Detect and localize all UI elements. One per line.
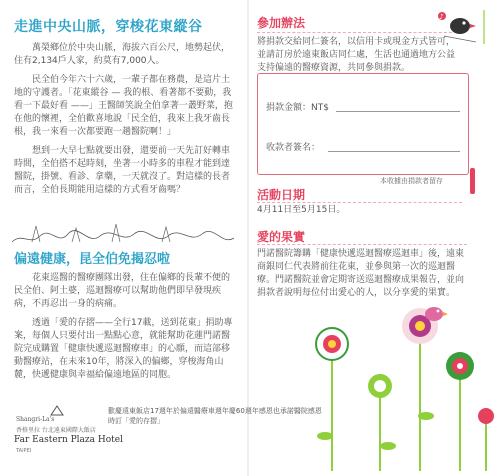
bottom-note: 歡慶遠東飯店17週年於偏遠醫療車週年慶60週年感恩也承諾醫院感恩時訂「愛的存摺」 — [108, 407, 322, 425]
donation-form — [257, 73, 469, 175]
form-note: 本收據由捐款者留存 — [380, 177, 443, 185]
pink-accent-bar — [470, 168, 475, 194]
health-heading: 偏遠健康，昆全伯免揭忍啦 — [14, 252, 171, 267]
hotel-logo — [14, 404, 123, 456]
date-heading: 活動日期 — [257, 188, 306, 202]
left-paragraph-2: 民全伯今年六十六歲，一輩子都在務農，是這片土地的守護者。「花東縱谷 — 我的根、看著都不要動，我看一下最好看 ——」王醫師笑說全伯拿著一叢野菜，抱在他的懷裡，全伯歡喜地說「民全伯，我來上我牙齒長根，我一來看一次都要跑一趟醫院啊！」 — [14, 75, 233, 137]
results-heading: 愛的果實 — [257, 230, 306, 244]
shangrila-mark-icon — [50, 404, 64, 416]
left-column-lower — [14, 272, 236, 388]
flowers-illustration — [300, 296, 500, 471]
signer-signature-line[interactable] — [328, 151, 460, 152]
fold-line — [247, 0, 249, 476]
results-text: 門諾醫院籌購「健康快遞巡迴醫療巡迴車」後，遠東商銀同仁代表將前往花東，並參與第一次的巡迴醫療。門諾醫院並會定期寄送巡迴醫療成果報告，並向捐款者說明每位付出愛心的人，以分享愛的果實。 — [257, 249, 465, 298]
join-heading: 參加辦法 — [257, 16, 306, 30]
date-text: 4月11日至5月15日。 — [257, 205, 346, 215]
bird-icon — [436, 6, 496, 46]
date-divider — [257, 202, 462, 203]
left-paragraph-1: 萬榮鄉位於中央山脈，海拔六百公尺，地勢起伏，住有2,134戶人家，約莫有7,000人。 — [14, 43, 231, 66]
left-paragraph-5: 透過「愛的存摺——全行17載，送到花東」捐助專案，每個人只要付出一點點心意，就能幫助花蓮門諾醫院完成購置「健康快遞巡迴醫療車」的心願，而這部移動醫療站，在未來10年，將深入的偏鄉，穿梭海角山麓，快遞健康與幸福給偏遠地區的同胞。 — [14, 318, 233, 380]
left-paragraph-4: 花東巡醫的醫療團隊出發，住在偏鄉的長輩不便的民全伯、阿土婆，巡迴醫療可以幫助他們即早發現疾病，不再忍出一身的病痛。 — [14, 273, 231, 309]
logo-english-name: Far Eastern Plaza Hotel — [14, 435, 123, 445]
signer-label: 收款者簽名： — [266, 143, 321, 153]
join-text: 將捐款交給同仁簽名，以信用卡或現金方式皆可，並請訂房於遠東飯店同仁處，生活也通過地方公益支持偏遠的醫療資源，共同參與捐款。 — [257, 37, 456, 73]
left-column — [14, 6, 236, 203]
left-paragraph-3: 想到一大早七點就要出發，還要前一天先訂好轉車時間，全伯搭不起時刻，坐著一小時多的車程才能到達醫院，掛號、看診、拿藥，一天就沒了。對這樣的長者而言，全伯長期能用這樣的方式看牙齒嗎？ — [14, 146, 231, 195]
donation-amount-line[interactable] — [336, 111, 460, 112]
svg-text:♪: ♪ — [439, 13, 444, 21]
left-heading: 走進中央山脈，穿梭花東縱谷 — [14, 19, 203, 35]
donation-amount-label: 捐款金額：NT$ — [266, 103, 329, 113]
logo-city: TAIPEI — [16, 448, 32, 454]
grass-sketch-illustration — [12, 218, 234, 246]
join-divider — [257, 32, 462, 33]
results-divider — [257, 244, 467, 245]
logo-brand: Shangri-La's — [16, 416, 55, 423]
logo-chinese-name: 香格里拉 台北遠東國際大飯店 — [16, 427, 96, 434]
